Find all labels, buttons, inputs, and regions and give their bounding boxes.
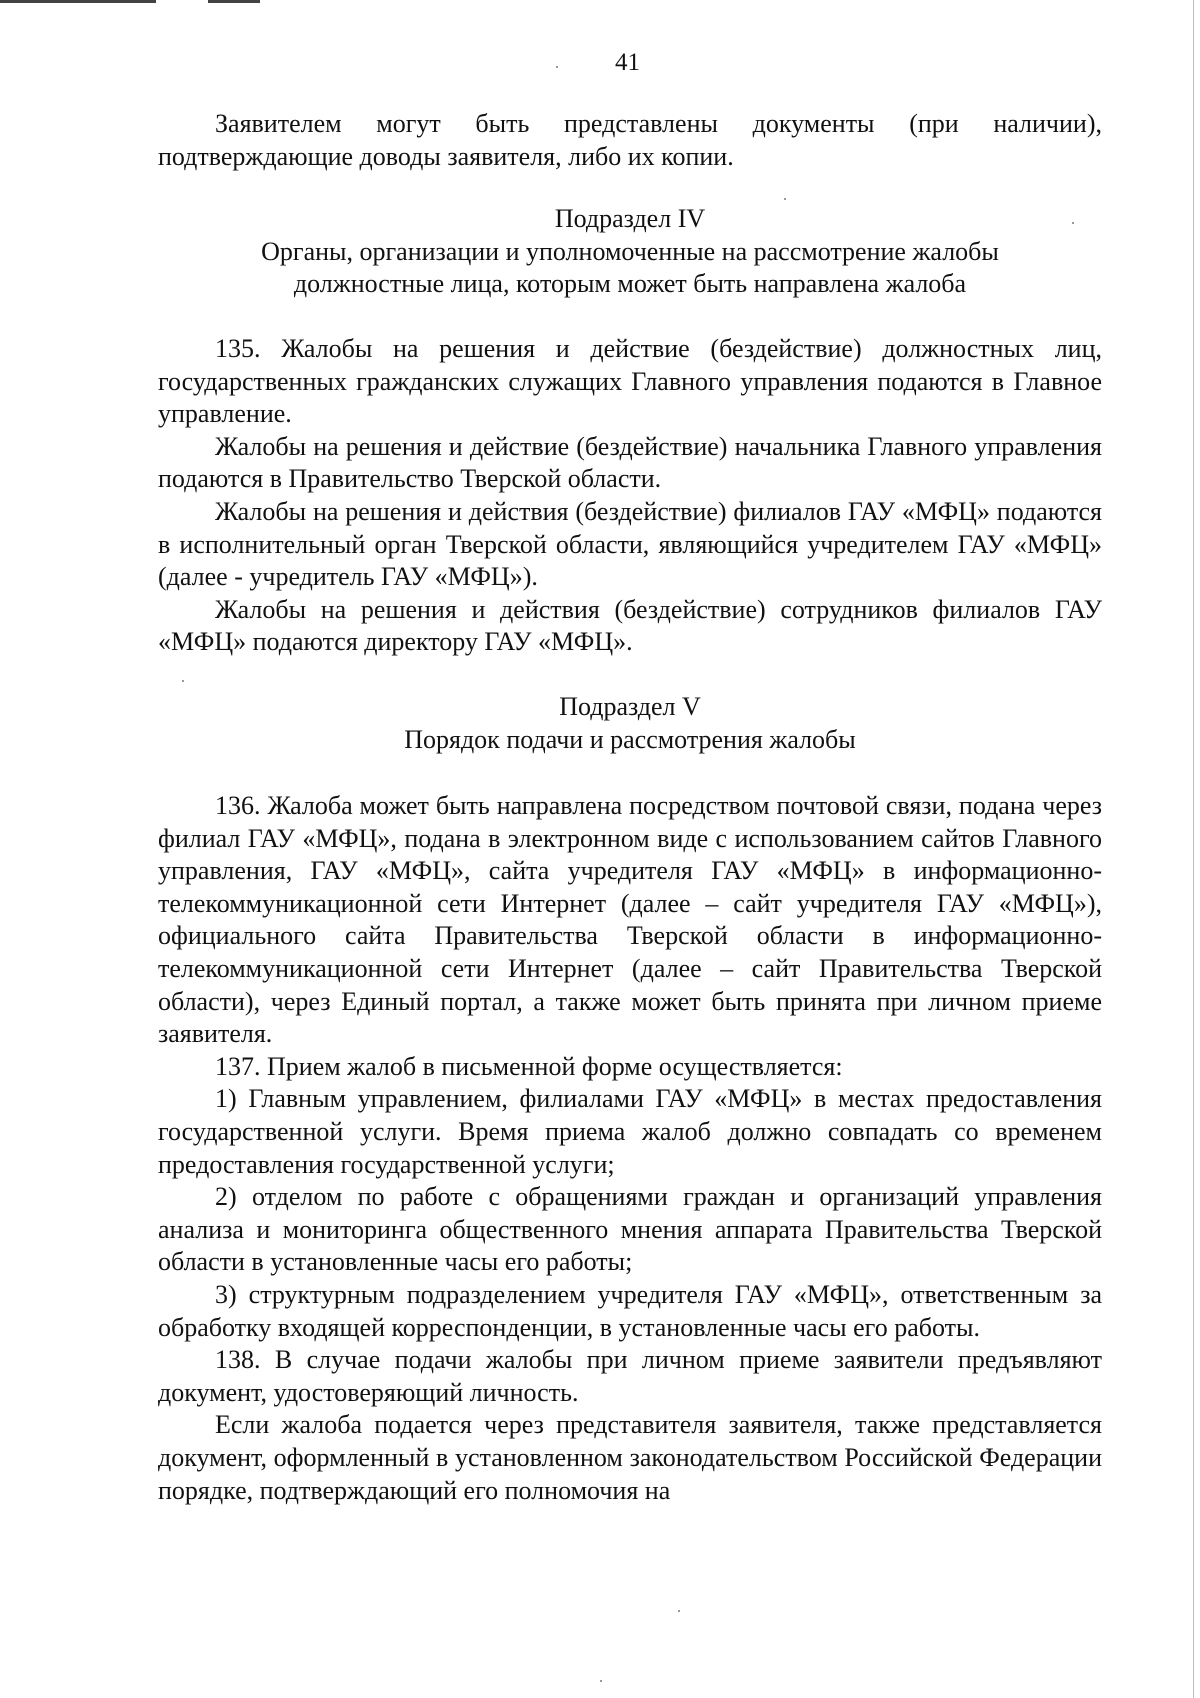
subsection-4-label: Подраздел IV [554,204,706,234]
subsection-5-title-line-1: Порядок подачи и рассмотрения жалобы [404,724,856,754]
paragraph-135-head-complaints: Жалобы на решения и действие (бездействие) начальника Главного управления подаются в Правительство Тверской области. [158,431,1102,494]
scan-edge-mark [0,0,260,3]
scan-speck [678,1610,680,1612]
page-number: 41 [615,49,640,76]
paragraph-137: 137. Прием жалоб в письменной форме осуществляется: [215,1051,843,1081]
paragraph-137-item-2: 2) отделом по работе с обращениями граждан и организаций управления анализа и мониторинга общественного мнения аппарата Правительства Тверской области в установленные часы его работы; [158,1182,1102,1277]
subsection-5-heading [158,691,1102,756]
scan-speck [784,198,786,200]
intro-paragraph: Заявителем могут быть представлены документы (при наличии), подтверждающие доводы заявителя, либо их копии. [158,109,1102,171]
paragraph-136: 136. Жалоба может быть направлена посредством почтовой связи, подана через филиал ГАУ «МФЦ», подана в электронном виде с использованием сайтов Главного управления, ГАУ «МФЦ», сайта учредителя ГАУ «МФЦ» в информационно-телекоммуникационной сети Интернет (далее – сайт учредителя ГАУ «МФЦ»), официального сайта Правительства Тверской области в информационно-телекоммуникационной сети Интернет (далее – сайт Правительства Тверской области), через Единый портал, а также может быть принята при личном приеме заявителя. [158,791,1102,1049]
scan-speck [1072,222,1074,224]
scan-speck [182,680,184,682]
paragraph-138-representative: Если жалоба подается через представителя заявителя, также представляется документ, оформленный в установленном законодательством Российской Федерации порядке, подтверждающий его полномочия на [158,1410,1102,1505]
paragraph-135-mfc-employees: Жалобы на решения и действия (бездействие) сотрудников филиалов ГАУ «МФЦ» подаются директору ГАУ «МФЦ». [158,594,1102,657]
subsection-5-label: Подраздел V [559,691,701,721]
scan-speck [556,66,558,68]
paragraph-135: 135. Жалобы на решения и действие (бездействие) должностных лиц, государственных гражданских служащих Главного управления подаются в Главное управление. [158,333,1102,429]
scan-speck [600,1680,602,1682]
subsection-4-heading [158,203,1102,301]
paragraph-137-item-1: 1) Главным управлением, филиалами ГАУ «МФЦ» в местах предоставления государственной услуги. Время приема жалоб должно совпадать со временем предоставления государственной услуги; [158,1084,1102,1179]
scan-right-edge [1193,0,1194,1698]
subsection-4-title-line-2: должностные лица, которым может быть направлена жалоба [293,269,967,299]
paragraph-138: 138. В случае подачи жалобы при личном приеме заявители предъявляют документ, удостоверяющий личность. [158,1345,1102,1407]
subsection-4-title-line-1: Органы, организации и уполномоченные на рассмотрение жалобы [261,236,999,266]
paragraph-137-item-3: 3) структурным подразделением учредителя ГАУ «МФЦ», ответственным за обработку входящей корреспонденции, в установленные часы его работы. [158,1280,1102,1342]
paragraph-135-mfc-branches: Жалобы на решения и действия (бездействие) филиалов ГАУ «МФЦ» подаются в исполнительный орган Тверской области, являющийся учредителем ГАУ «МФЦ» (далее - учредитель ГАУ «МФЦ»). [158,496,1102,592]
document-body [158,108,1102,1507]
